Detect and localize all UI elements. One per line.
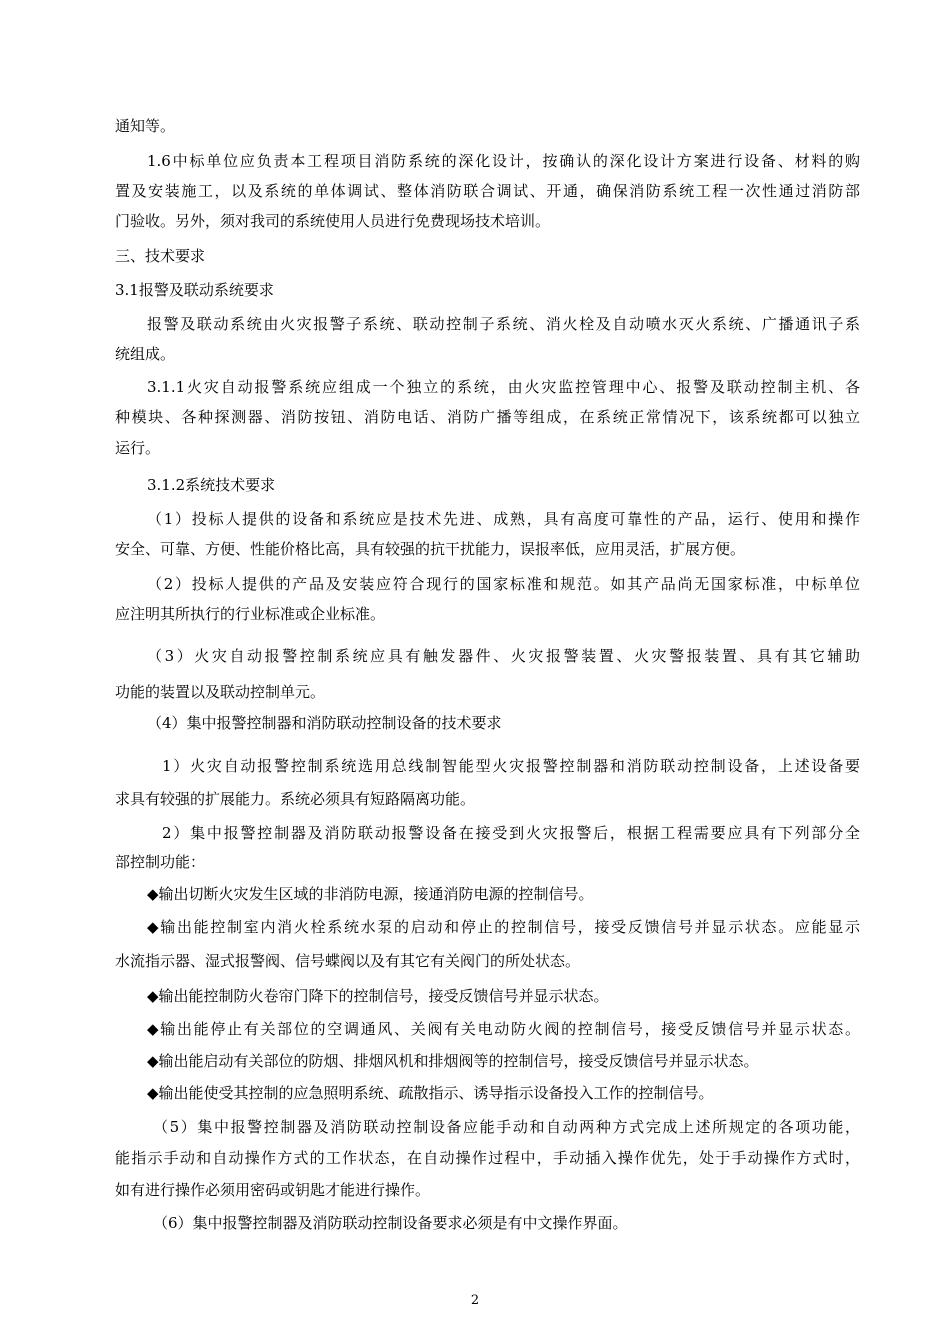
text-line: 部控制功能： — [115, 853, 206, 871]
text-line: 1）火灾自动报警控制系统选用总线制智能型火灾报警控制器和消防联动控制设备，上述设备要 — [162, 757, 860, 775]
text-line: 应注明其所执行的行业标准或企业标准。 — [115, 605, 386, 623]
text-line: 求具有较强的扩展能力。系统必须具有短路隔离功能。 — [115, 790, 476, 808]
subsection-heading: 3.1.2系统技术要求 — [147, 476, 276, 494]
subsection-heading: 3.1报警及联动系统要求 — [115, 281, 274, 299]
text-line: 功能的装置以及联动控制单元。 — [115, 683, 326, 701]
section-heading: 三、技术要求 — [115, 247, 206, 265]
text-line: 能指示手动和自动操作方式的工作状态，在自动操作过程中，手动插入操作优先，处于手动操作方式时， — [115, 1149, 860, 1167]
text-line: 3.1.1火灾自动报警系统应组成一个独立的系统，由火灾监控管理中心、报警及联动控制主机、各 — [147, 378, 860, 396]
page-number: 2 — [470, 1293, 480, 1308]
text-line: 置及安装施工，以及系统的单体调试、整体消防联合调试、开通，确保消防系统工程一次性通过消防部 — [115, 182, 860, 200]
text-line: 1.6中标单位应负责本工程项目消防系统的深化设计，按确认的深化设计方案进行设备、材料的购 — [147, 152, 860, 170]
list-item: ◆输出能控制防火卷帘门降下的控制信号，接受反馈信号并显示状态。 — [147, 987, 609, 1005]
list-item: ◆输出能控制室内消火栓系统水泵的启动和停止的控制信号，接受反馈信号并显示状态。应能显示 — [147, 918, 860, 936]
text-line: 种模块、各种探测器、消防按钮、消防电话、消防广播等组成，在系统正常情况下，该系统都可以独立 — [115, 408, 860, 426]
text-line: 安全、可靠、方便、性能价格比高，具有较强的抗干扰能力，误报率低，应用灵活，扩展方便。 — [115, 540, 746, 558]
text-line: （3）火灾自动报警控制系统应具有触发器件、火灾报警装置、火灾警报装置、具有其它辅助 — [147, 647, 860, 665]
text-line: （1）投标人提供的设备和系统应是技术先进、成熟，具有高度可靠性的产品，运行、使用和操作 — [147, 510, 860, 528]
text-line: 统组成。 — [115, 345, 176, 363]
list-item: ◆输出能使受其控制的应急照明系统、疏散指示、诱导指示设备投入工作的控制信号。 — [147, 1084, 714, 1102]
text-line: 通知等。 — [115, 117, 176, 135]
list-item: ◆输出能启动有关部位的防烟、排烟风机和排烟阀等的控制信号，接受反馈信号并显示状态。 — [147, 1052, 759, 1070]
text-line: 门验收。另外，须对我司的系统使用人员进行免费现场技术培训。 — [115, 212, 551, 230]
text-line: （4）集中报警控制器和消防联动控制设备的技术要求 — [147, 714, 502, 732]
text-line: 水流指示器、湿式报警阀、信号蝶阀以及有其它有关阀门的所处状态。 — [115, 952, 581, 970]
list-item: ◆输出能停止有关部位的空调通风、关阀有关电动防火阀的控制信号，接受反馈信号并显示状态。 — [147, 1020, 860, 1038]
text-line: （6）集中报警控制器及消防联动控制设备要求必须是有中文操作界面。 — [153, 1214, 628, 1232]
text-line: 2）集中报警控制器及消防联动报警设备在接受到火灾报警后，根据工程需要应具有下列部分全 — [162, 824, 860, 842]
list-item: ◆输出切断火灾发生区域的非消防电源，接通消防电源的控制信号。 — [147, 885, 594, 903]
text-line: （5）集中报警控制器及消防联动控制设备应能手动和自动两种方式完成上述所规定的各项功能， — [153, 1118, 860, 1136]
text-line: 报警及联动系统由火灾报警子系统、联动控制子系统、消火栓及自动喷水灭火系统、广播通讯子系 — [147, 315, 860, 333]
text-line: （2）投标人提供的产品及安装应符合现行的国家标准和规范。如其产品尚无国家标准，中标单位 — [147, 575, 860, 593]
text-line: 如有进行操作必须用密码或钥匙才能进行操作。 — [115, 1181, 431, 1199]
text-line: 运行。 — [115, 439, 161, 457]
